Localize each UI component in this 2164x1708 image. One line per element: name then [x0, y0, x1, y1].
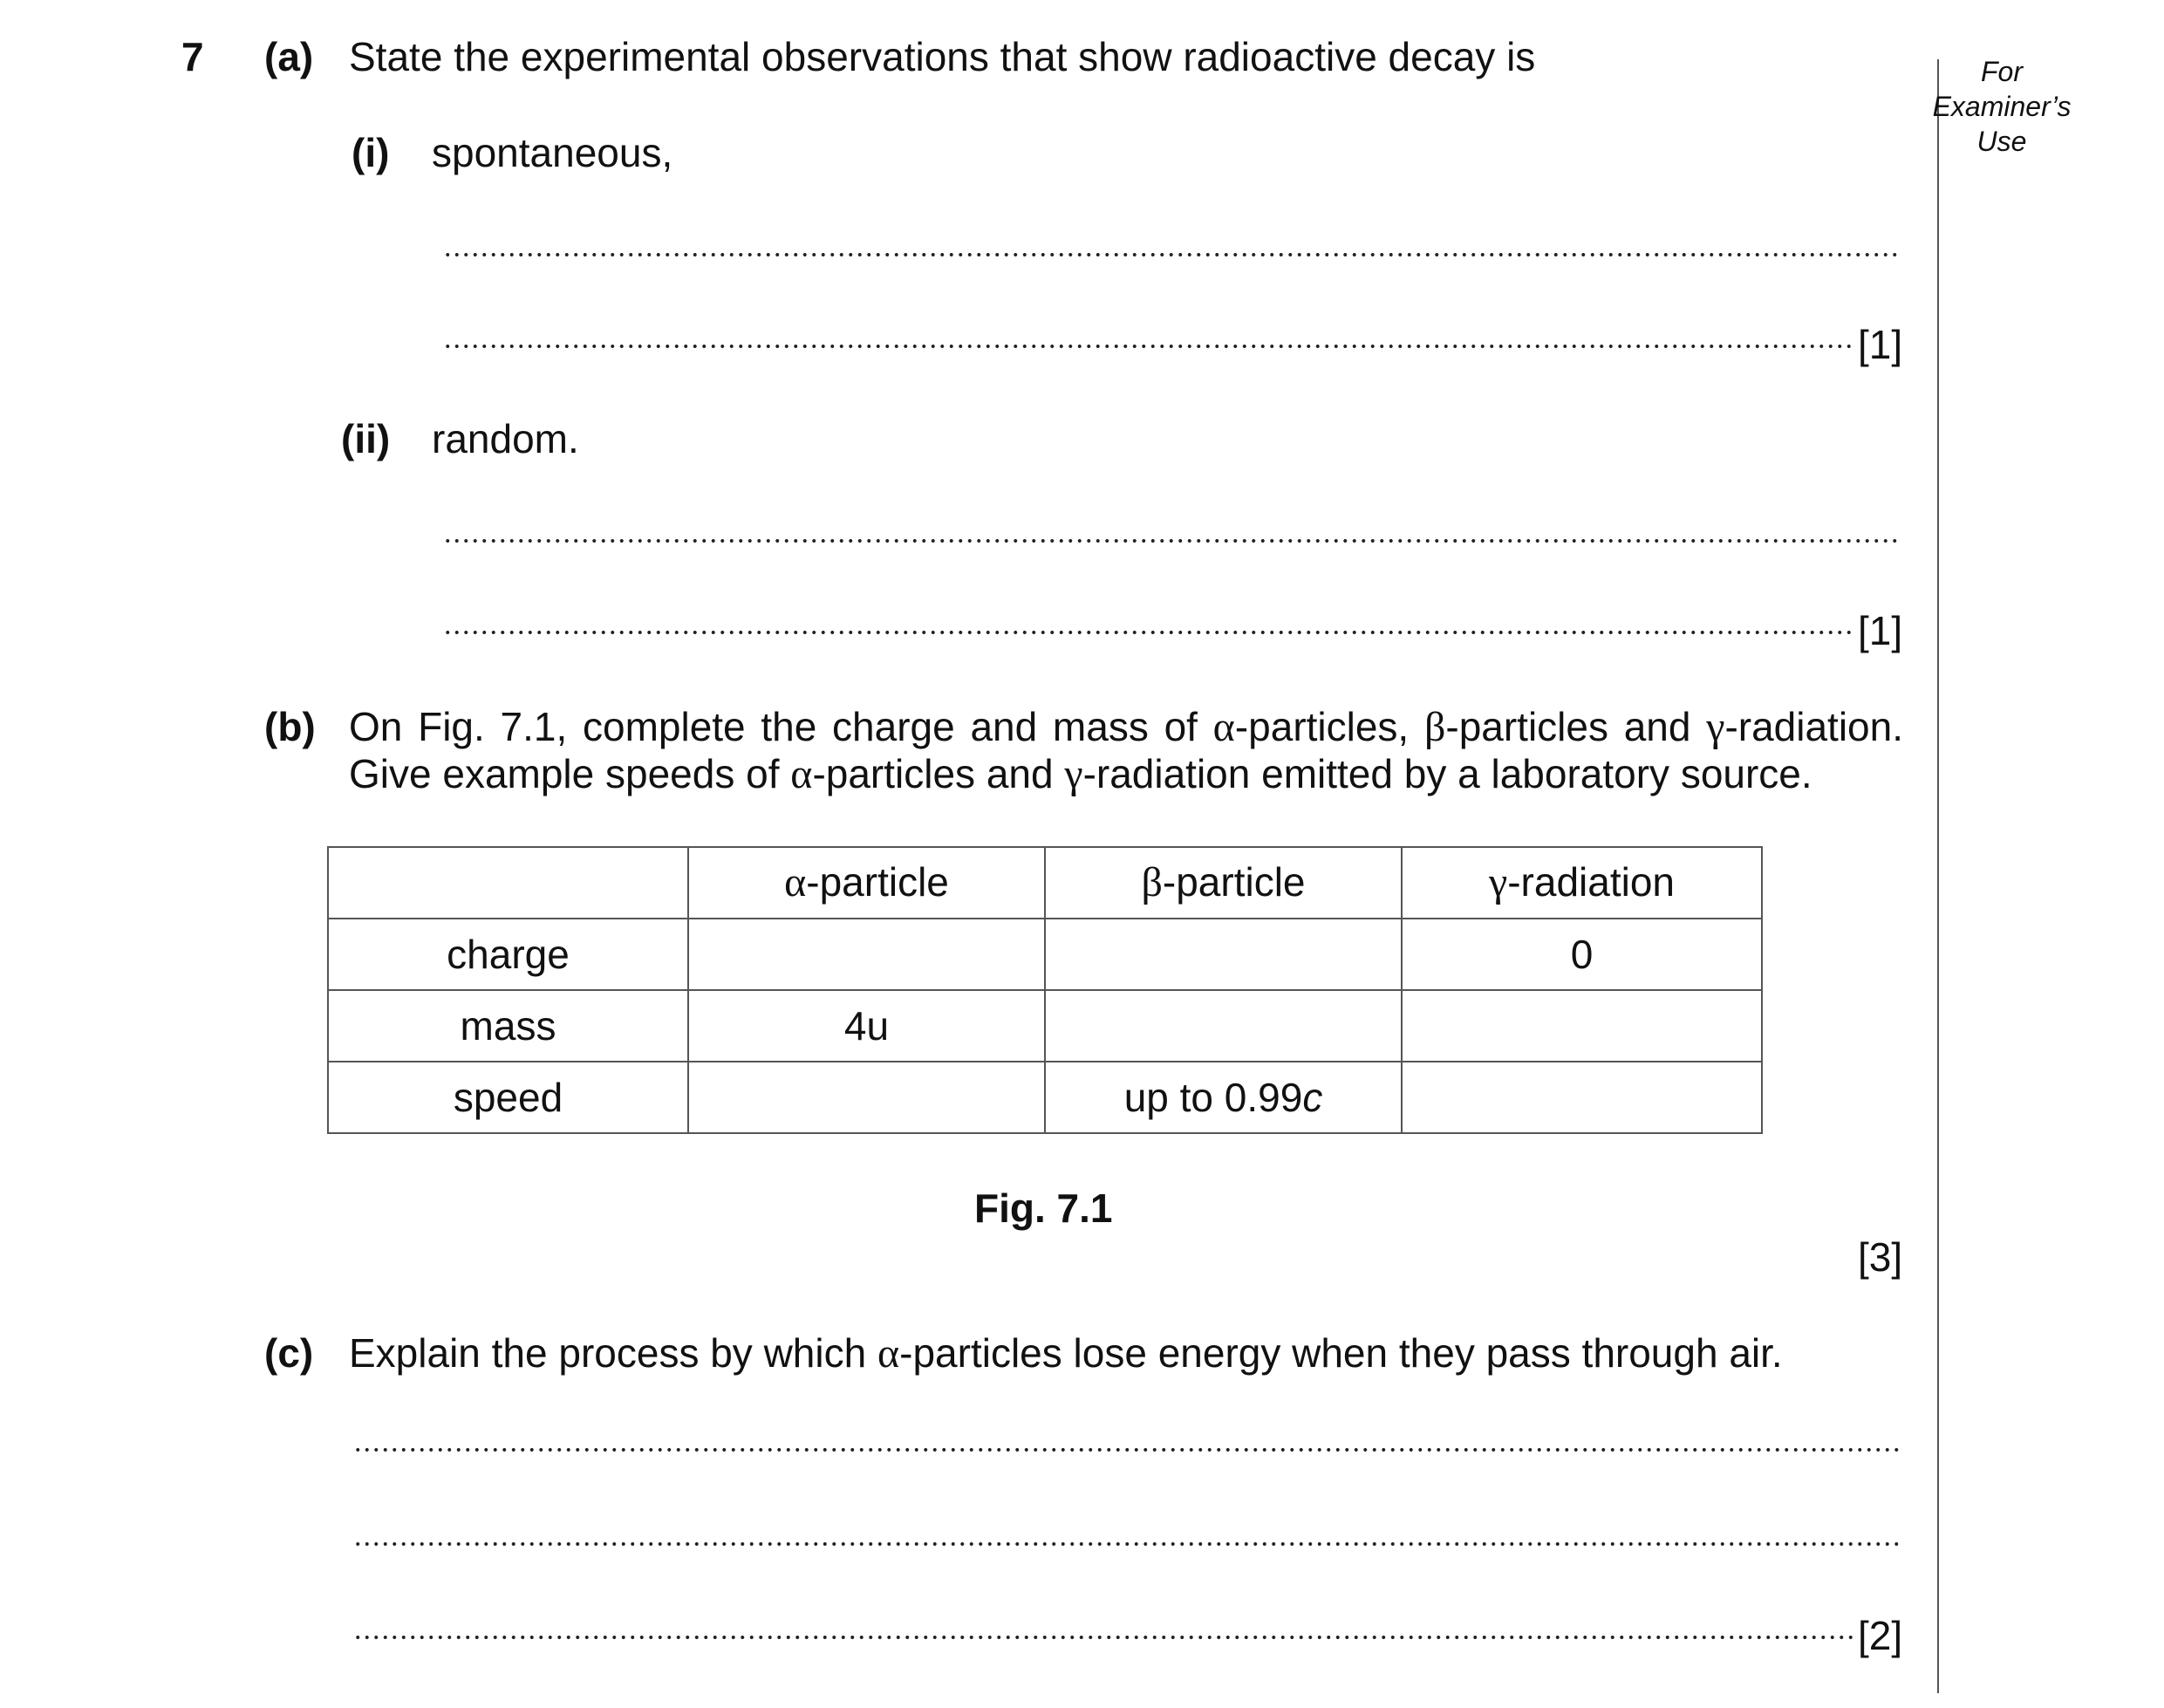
row-label-mass: mass: [328, 990, 688, 1062]
table-row-charge: [328, 919, 1762, 990]
answer-line-a-i-1[interactable]: [443, 252, 1901, 257]
gamma-symbol: γ: [1489, 859, 1508, 905]
header-alpha-particle: [688, 847, 1045, 919]
examiner-label-line-3: Use: [1976, 126, 2027, 157]
part-a-i-label: (i): [352, 130, 390, 175]
mark-b: [3]: [1858, 1234, 1903, 1280]
answer-line-c-2[interactable]: [353, 1541, 1901, 1547]
examiner-margin-rule: [1937, 59, 1939, 1693]
gamma-symbol: γ: [1064, 751, 1083, 797]
table-row-speed: [328, 1062, 1762, 1133]
header-alpha-text: -particle: [806, 859, 949, 905]
part-c-text-2: -particles lose energy when they pass through air.: [899, 1330, 1783, 1376]
beta-symbol: β: [1423, 704, 1446, 750]
cell-mass-alpha: 4u: [688, 990, 1045, 1062]
part-b-line-2-text-3: -radiation emitted by a laboratory source.: [1082, 751, 1812, 796]
cell-mass-gamma[interactable]: [1402, 990, 1762, 1062]
header-gamma-radiation: [1402, 847, 1762, 919]
speed-beta-value: up to 0.99: [1123, 1075, 1303, 1120]
answer-line-c-1[interactable]: [353, 1447, 1901, 1452]
part-a-ii-label: (ii): [341, 416, 391, 461]
figure-caption: Fig. 7.1: [974, 1185, 1113, 1231]
row-label-charge: charge: [328, 919, 688, 990]
header-beta-particle: [1045, 847, 1402, 919]
alpha-symbol: α: [784, 859, 807, 905]
mark-a-i: [1]: [1858, 322, 1903, 367]
part-c-text: [349, 1330, 1783, 1377]
examiner-label-line-1: For: [1981, 56, 2023, 87]
part-b-line-2-text-2: -particles and: [812, 751, 1065, 796]
speed-of-light-symbol: c: [1302, 1075, 1323, 1120]
table-corner-cell: [328, 847, 688, 919]
examiner-label-line-2: Examiner’s: [1932, 91, 2072, 122]
answer-line-c-3[interactable]: [353, 1635, 1856, 1640]
examiner-use-label: [1919, 54, 2085, 159]
table-row-mass: [328, 990, 1762, 1062]
part-b-label: (b): [264, 704, 316, 749]
cell-charge-beta[interactable]: [1045, 919, 1402, 990]
mark-a-ii: [1]: [1858, 608, 1903, 653]
answer-line-a-ii-2[interactable]: [443, 630, 1856, 635]
row-label-speed: speed: [328, 1062, 688, 1133]
cell-speed-beta: [1045, 1062, 1402, 1133]
alpha-symbol: α: [790, 751, 813, 797]
part-b-line-1-text-4: -radiation.: [1724, 704, 1903, 749]
part-b-line-1-text-1: On Fig. 7.1, complete the charge and mass of: [349, 704, 1213, 749]
part-b-line-1-text-2: -particles,: [1234, 704, 1424, 749]
cell-speed-gamma[interactable]: [1402, 1062, 1762, 1133]
cell-mass-beta[interactable]: [1045, 990, 1402, 1062]
part-a-i-text: spontaneous,: [432, 130, 673, 175]
cell-speed-alpha[interactable]: [688, 1062, 1045, 1133]
part-a-label: (a): [264, 34, 314, 79]
cell-charge-gamma: 0: [1402, 919, 1762, 990]
cell-charge-alpha[interactable]: [688, 919, 1045, 990]
part-a-ii-text: random.: [432, 416, 579, 461]
part-a-stem: State the experimental observations that show radioactive decay is: [349, 34, 1536, 79]
part-b-line-2: [349, 751, 1812, 797]
particle-properties-table: [327, 846, 1763, 1134]
header-gamma-text: -radiation: [1507, 859, 1675, 905]
part-c-text-1: Explain the process by which: [349, 1330, 877, 1376]
answer-line-a-i-2[interactable]: [443, 344, 1856, 349]
answer-line-a-ii-1[interactable]: [443, 538, 1901, 543]
mark-c: [2]: [1858, 1613, 1903, 1658]
part-b-line-2-text-1: Give example speeds of: [349, 751, 791, 796]
alpha-symbol: α: [1212, 704, 1235, 750]
part-b-line-1-text-3: -particles and: [1445, 704, 1707, 749]
header-beta-text: -particle: [1162, 859, 1306, 905]
part-b-line-1: [349, 704, 1903, 750]
beta-symbol: β: [1141, 859, 1163, 905]
gamma-symbol: γ: [1706, 704, 1725, 750]
alpha-symbol: α: [877, 1330, 900, 1377]
question-number: 7: [181, 34, 204, 79]
table-header-row: [328, 847, 1762, 919]
part-c-label: (c): [264, 1330, 314, 1376]
